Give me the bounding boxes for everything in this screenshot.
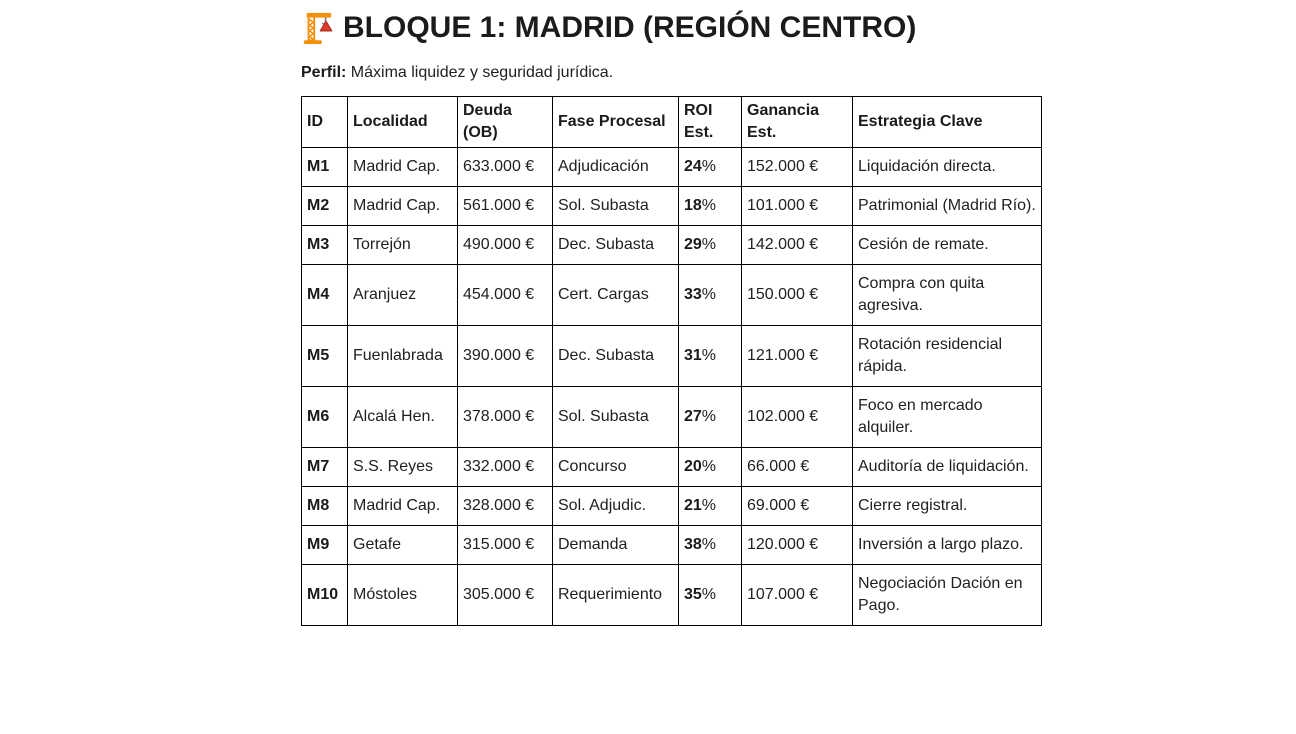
roi-percent: % xyxy=(701,586,717,603)
cell-id: M1 xyxy=(302,148,348,187)
roi-value: 20 xyxy=(684,458,702,475)
cell-localidad: Madrid Cap. xyxy=(348,148,458,187)
cell-localidad: Madrid Cap. xyxy=(348,187,458,226)
roi-percent: % xyxy=(701,497,717,514)
cell-deuda: 633.000 € xyxy=(458,148,553,187)
col-header-id: ID xyxy=(302,97,348,148)
cell-id: M5 xyxy=(302,326,348,387)
col-header-roi: ROI Est. xyxy=(679,97,742,148)
table-row xyxy=(302,565,1042,626)
cell-roi xyxy=(679,487,742,526)
page-title xyxy=(301,11,1042,45)
cell-ganancia: 69.000 € xyxy=(742,487,853,526)
cell-fase: Concurso xyxy=(553,448,679,487)
cell-ganancia: 150.000 € xyxy=(742,265,853,326)
cell-fase: Sol. Subasta xyxy=(553,387,679,448)
cell-roi xyxy=(679,187,742,226)
roi-value: 35 xyxy=(684,586,702,603)
cell-localidad: S.S. Reyes xyxy=(348,448,458,487)
cell-estrategia: Auditoría de liquidación. xyxy=(853,448,1042,487)
cell-fase: Demanda xyxy=(553,526,679,565)
cell-ganancia: 102.000 € xyxy=(742,387,853,448)
cell-estrategia: Liquidación directa. xyxy=(853,148,1042,187)
cell-deuda: 332.000 € xyxy=(458,448,553,487)
cell-roi xyxy=(679,448,742,487)
cell-estrategia: Compra con quita agresiva. xyxy=(853,265,1042,326)
roi-percent: % xyxy=(701,236,717,253)
col-header-ganancia: Ganancia Est. xyxy=(742,97,853,148)
roi-percent: % xyxy=(701,408,717,425)
cell-roi xyxy=(679,387,742,448)
cell-ganancia: 66.000 € xyxy=(742,448,853,487)
cell-deuda: 490.000 € xyxy=(458,226,553,265)
col-header-localidad: Localidad xyxy=(348,97,458,148)
cell-fase: Adjudicación xyxy=(553,148,679,187)
cell-roi xyxy=(679,265,742,326)
cell-fase: Sol. Subasta xyxy=(553,187,679,226)
cell-ganancia: 101.000 € xyxy=(742,187,853,226)
cell-id: M6 xyxy=(302,387,348,448)
cell-roi xyxy=(679,326,742,387)
table-row xyxy=(302,487,1042,526)
roi-value: 21 xyxy=(684,497,702,514)
cell-estrategia: Patrimonial (Madrid Río). xyxy=(853,187,1042,226)
roi-percent: % xyxy=(701,347,717,364)
roi-value: 31 xyxy=(684,347,702,364)
cell-ganancia: 120.000 € xyxy=(742,526,853,565)
cell-id: M10 xyxy=(302,565,348,626)
table-row xyxy=(302,387,1042,448)
table-header-row xyxy=(302,97,1042,148)
cell-roi xyxy=(679,226,742,265)
building-construction-icon xyxy=(301,11,335,45)
cell-id: M4 xyxy=(302,265,348,326)
cell-localidad: Aranjuez xyxy=(348,265,458,326)
cell-fase: Dec. Subasta xyxy=(553,226,679,265)
roi-value: 33 xyxy=(684,286,702,303)
col-header-estrategia: Estrategia Clave xyxy=(853,97,1042,148)
cell-localidad: Madrid Cap. xyxy=(348,487,458,526)
profile-line xyxy=(301,64,1042,82)
cell-estrategia: Negociación Dación en Pago. xyxy=(853,565,1042,626)
roi-percent: % xyxy=(701,158,717,175)
roi-value: 38 xyxy=(684,536,702,553)
table-row xyxy=(302,148,1042,187)
profile-label: Perfil: xyxy=(301,64,347,81)
cell-estrategia: Inversión a largo plazo. xyxy=(853,526,1042,565)
profile-text: Máxima liquidez y seguridad jurídica. xyxy=(350,64,614,81)
cell-localidad: Fuenlabrada xyxy=(348,326,458,387)
cell-deuda: 328.000 € xyxy=(458,487,553,526)
roi-value: 24 xyxy=(684,158,702,175)
page-title-text: BLOQUE 1: MADRID (REGIÓN CENTRO) xyxy=(343,11,917,44)
cell-fase: Dec. Subasta xyxy=(553,326,679,387)
roi-percent: % xyxy=(701,286,717,303)
cell-deuda: 315.000 € xyxy=(458,526,553,565)
cell-id: M2 xyxy=(302,187,348,226)
table-row xyxy=(302,187,1042,226)
roi-percent: % xyxy=(701,197,717,214)
cell-id: M7 xyxy=(302,448,348,487)
cell-ganancia: 142.000 € xyxy=(742,226,853,265)
table-row xyxy=(302,326,1042,387)
cell-fase: Sol. Adjudic. xyxy=(553,487,679,526)
document-content xyxy=(301,0,1042,626)
cell-ganancia: 121.000 € xyxy=(742,326,853,387)
cell-localidad: Móstoles xyxy=(348,565,458,626)
cell-deuda: 305.000 € xyxy=(458,565,553,626)
cell-ganancia: 107.000 € xyxy=(742,565,853,626)
roi-value: 29 xyxy=(684,236,702,253)
cell-deuda: 378.000 € xyxy=(458,387,553,448)
cell-fase: Requerimiento xyxy=(553,565,679,626)
cell-deuda: 390.000 € xyxy=(458,326,553,387)
madrid-assets-table xyxy=(301,96,1042,626)
cell-localidad: Getafe xyxy=(348,526,458,565)
cell-estrategia: Rotación residencial rápida. xyxy=(853,326,1042,387)
table-row xyxy=(302,265,1042,326)
cell-localidad: Alcalá Hen. xyxy=(348,387,458,448)
table-row xyxy=(302,526,1042,565)
roi-percent: % xyxy=(701,536,717,553)
table-row xyxy=(302,448,1042,487)
roi-percent: % xyxy=(701,458,717,475)
cell-roi xyxy=(679,565,742,626)
roi-value: 18 xyxy=(684,197,702,214)
cell-estrategia: Foco en mercado alquiler. xyxy=(853,387,1042,448)
cell-roi xyxy=(679,526,742,565)
cell-deuda: 454.000 € xyxy=(458,265,553,326)
cell-ganancia: 152.000 € xyxy=(742,148,853,187)
cell-id: M8 xyxy=(302,487,348,526)
col-header-deuda: Deuda (OB) xyxy=(458,97,553,148)
col-header-fase: Fase Procesal xyxy=(553,97,679,148)
roi-value: 27 xyxy=(684,408,702,425)
cell-roi xyxy=(679,148,742,187)
cell-estrategia: Cierre registral. xyxy=(853,487,1042,526)
cell-estrategia: Cesión de remate. xyxy=(853,226,1042,265)
cell-fase: Cert. Cargas xyxy=(553,265,679,326)
table-row xyxy=(302,226,1042,265)
cell-deuda: 561.000 € xyxy=(458,187,553,226)
cell-id: M3 xyxy=(302,226,348,265)
cell-localidad: Torrejón xyxy=(348,226,458,265)
cell-id: M9 xyxy=(302,526,348,565)
